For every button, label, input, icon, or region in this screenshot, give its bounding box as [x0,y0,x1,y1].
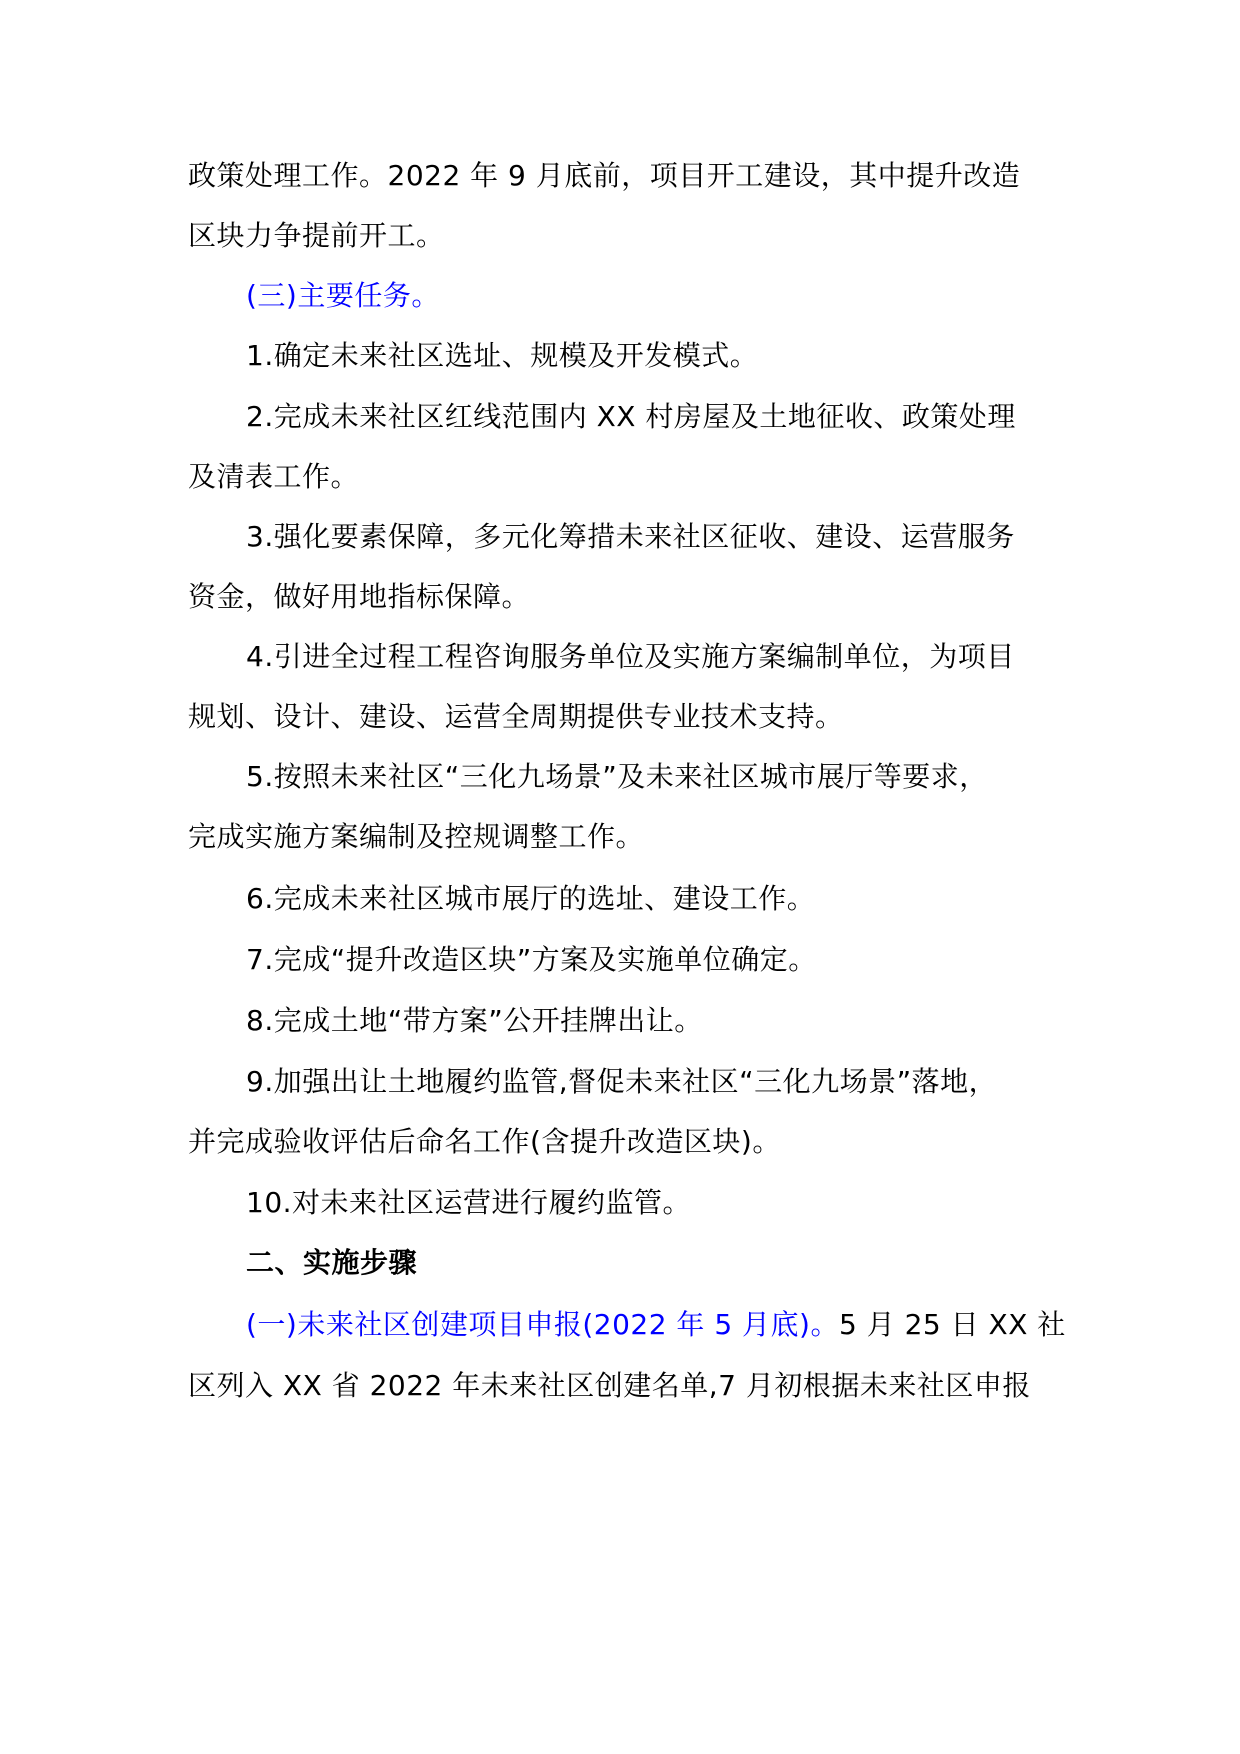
task-item-5: 5.按照未来社区“三化九场景”及未来社区城市展厅等要求， [246,760,988,793]
paragraph-line: 区块力争提前开工。 [188,219,445,252]
section-heading-main-tasks: (三)主要任务。 [246,279,440,312]
task-item-4-continued: 规划、设计、建设、运营全周期提供专业技术支持。 [188,700,844,733]
task-item-8: 8.完成土地“带方案”公开挂牌出让。 [246,1004,703,1037]
paragraph-line: 政策处理工作。2022 年 9 月底前，项目开工建设，其中提升改造 [188,159,1021,192]
section-heading-implementation-steps: 二、实施步骤 [246,1246,418,1279]
task-item-5-continued: 完成实施方案编制及控规调整工作。 [188,820,645,853]
task-item-7: 7.完成“提升改造区块”方案及实施单位确定。 [246,943,817,976]
step-1-text: 5 月 25 日 XX 社 [838,1308,1066,1341]
task-item-9-continued: 并完成验收评估后命名工作(含提升改造区块)。 [188,1125,781,1158]
step-1-heading: (一)未来社区创建项目申报(2022 年 5 月底)。 [246,1308,839,1341]
step-1-paragraph [246,1307,1066,1343]
step-1-paragraph-continued: 区列入 XX 省 2022 年未来社区创建名单,7 月初根据未来社区申报 [188,1369,1031,1402]
task-item-2-continued: 及清表工作。 [188,460,360,493]
task-item-9: 9.加强出让土地履约监管,督促未来社区“三化九场景”落地， [246,1065,998,1098]
task-item-3: 3.强化要素保障，多元化筹措未来社区征收、建设、运营服务 [246,520,1015,553]
task-item-1: 1.确定未来社区选址、规模及开发模式。 [246,339,759,372]
task-item-2: 2.完成未来社区红线范围内 XX 村房屋及土地征收、政策处理 [246,400,1016,433]
task-item-3-continued: 资金，做好用地指标保障。 [188,580,531,613]
task-item-6: 6.完成未来社区城市展厅的选址、建设工作。 [246,882,816,915]
task-item-10: 10.对未来社区运营进行履约监管。 [246,1186,692,1219]
task-item-4: 4.引进全过程工程咨询服务单位及实施方案编制单位，为项目 [246,640,1015,673]
